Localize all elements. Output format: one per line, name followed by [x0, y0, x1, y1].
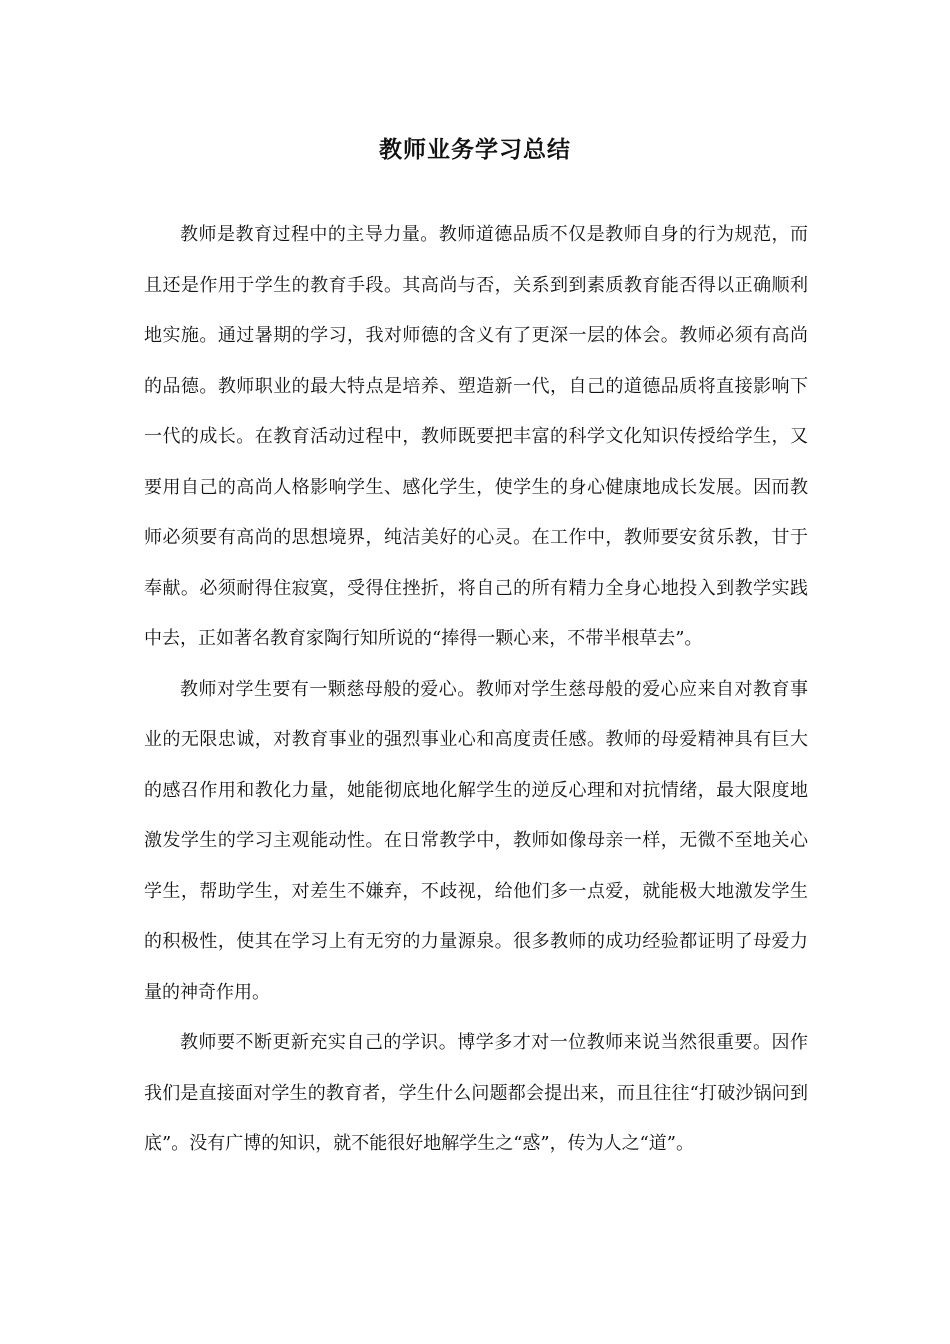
- paragraph-3: 教师要不断更新充实自己的学识。博学多才对一位教师来说当然很重要。因作我们是直接面对学生的教育者，学生什么问题都会提出来，而且往往“打破沙锅问到底”。没有广博的知识，就不能很好地解学生之“惑”，传为人之“道”。: [144, 1032, 808, 1154]
- paragraph-2: 教师对学生要有一颗慈母般的爱心。教师对学生慈母般的爱心应来自对教育事业的无限忠诚，对教育事业的强烈事业心和高度责任感。教师的母爱精神具有巨大的感召作用和教化力量，她能彻底地化解学生的逆反心理和对抗情绪，最大限度地激发学生的学习主观能动性。在日常教学中，教师如像母亲一样，无微不至地关心学生，帮助学生，对差生不嫌弃，不歧视，给他们多一点爱，就能极大地激发学生的积极性，使其在学习上有无穷的力量源泉。很多教师的成功经验都证明了母爱力量的神奇作用。: [144, 678, 808, 1003]
- paragraph-1: 教师是教育过程中的主导力量。教师道德品质不仅是教师自身的行为规范，而且还是作用于学生的教育手段。其高尚与否，关系到到素质教育能否得以正确顺利地实施。通过暑期的学习，我对师德的含义有了更深一层的体会。教师必须有高尚的品德。教师职业的最大特点是培养、塑造新一代，自己的道德品质将直接影响下一代的成长。在教育活动过程中，教师既要把丰富的科学文化知识传授给学生，又要用自己的高尚人格影响学生、感化学生，使学生的身心健康地成长发展。因而教师必须要有高尚的思想境界，纯洁美好的心灵。在工作中，教师要安贫乐教，甘于奉献。必须耐得住寂寞，受得住挫折，将自己的所有精力全身心地投入到教学实践中去，正如著名教育家陶行知所说的“捧得一颗心来，不带半根草去”。: [144, 224, 808, 649]
- document-title: 教师业务学习总结: [379, 136, 571, 163]
- document-body: [144, 210, 808, 1170]
